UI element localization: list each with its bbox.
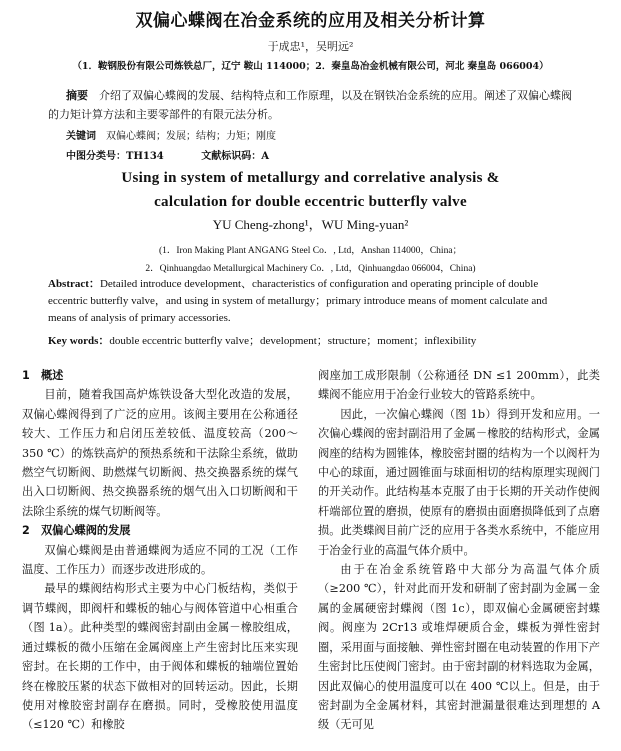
affiliation-cn: （1．鞍钢股份有限公司炼铁总厂，辽宁 鞍山 114000；2．秦皇岛冶金机械有限公司，河北 秦皇岛 066004） — [72, 61, 549, 72]
paragraph: 由于在冶金系统管路中大部分为高温气体介质（≥200 ℃），针对此而开发和研制了密封副为金属－金属的金属硬密封蝶阀（图 1c），即双偏心金属硬密封蝶阀。阀座为 2Cr13 或堆焊硬质合金，蝶板为弹性密封圈，采用面与面接触、弹性密封圈在电动装置的作用下产生密封比压使阀门密封。由于密封副的材料选取为金属，因此双偏心的使用温度可以在 400 ℃以上。但是，由于密封副为全金属材料，其密封泄漏量很难达到理想的 A 级（无可见 — [318, 563, 600, 732]
paragraph: 目前，随着我国高炉炼铁设备大型化改造的发展，双偏心蝶阀得到了广泛的应用。该阀主要用在公称通径较大、工作压力和启闭压差较低、温度较高（200～350 ℃）的炼铁高炉的预热系统和干法除尘系统，做助燃空气切断阀、助燃煤气切断阀、热交换器系统的煤气出入口切断阀、热交换器系统的烟气出入口切断阀和干法除尘系统的煤气切断阀等。 — [22, 388, 298, 518]
affiliation-en-line1: (1．Iron Making Plant ANGANG Steel Co．, Ltd，Anshan 114000，China； — [158, 246, 463, 256]
section-heading-1: 1 概述 — [22, 369, 64, 382]
keywords-cn-label: 关键词 — [66, 131, 96, 142]
affiliation-en-line2: 2．Qinhuangdao Metallurgical Machinery Co．, Ltd，Qinhuangdao 066004，China) — [145, 264, 476, 274]
body-right-column — [318, 366, 600, 735]
keywords-en-label: Key words： — [48, 335, 110, 347]
authors-en: YU Cheng-zhong¹，WU Ming-yuan² — [212, 217, 409, 232]
abstract-cn-text: 介绍了双偏心蝶阀的发展、结构特点和工作原理，以及在钢铁冶金系统的应用。阐述了双偏心蝶阀的力矩计算方法和主要零部件的有限元法分析。 — [48, 89, 572, 121]
class-number: 中图分类号：TH134 — [66, 151, 164, 162]
document-code: 文献标识码：A — [201, 151, 270, 162]
affiliation-en — [0, 242, 621, 278]
keywords-cn — [66, 127, 276, 142]
paper-title-en — [0, 166, 621, 214]
keywords-en — [48, 332, 576, 348]
classification-row — [66, 147, 303, 162]
abstract-cn — [48, 86, 573, 124]
abstract-en — [48, 276, 576, 327]
abstract-cn-label: 摘要 — [66, 89, 88, 102]
paragraph: 因此，一次偏心蝶阀（图 1b）得到开发和应用。一次偏心蝶阀的密封副沿用了金属－橡胶的结构形式，金属阀座的结构为圆锥体，橡胶密封圈的结构为一个以阀杆为中心的球面，通过圆锥面与球面相切的结构原理实现阀门的开关动作。此结构基本克服了由于长期的开关动作使阀杆端部位置的磨损，使原有的磨损由面磨损降低到了点磨损。此类蝶阀目前广泛的应用于各类水系统中，不能应用于冶金行业的高温气体介质中。 — [318, 407, 600, 557]
abstract-en-text: Detailed introduce development、characteristics of configuration and operating principle of double eccentric butterfly valve，and using in system of metallurgy；primary introduce means of moment calculate and means of analysis of primary accessories. — [48, 278, 548, 324]
title-en-line1: Using in system of metallurgy and correlative analysis & — [121, 170, 500, 186]
body-left-column — [22, 366, 298, 735]
paragraph: 阀座加工成形限制（公称通径 DN ≤1 200mm），此类蝶阀不能应用于冶金行业较大的管路系统中。 — [318, 369, 600, 402]
paper-title-cn: 双偏心蝶阀在冶金系统的应用及相关分析计算 — [135, 11, 486, 31]
paragraph: 最早的蝶阀结构形式主要为中心门板结构，类似于调节蝶阀，即阀杆和蝶板的轴心与阀体管道中心相重合（图 1a）。此种类型的蝶阀密封副由金属－橡胶组成，通过蝶板的微小压缩在金属阀座上产生密封比压来实现密封。在长期的工作中，由于阀体和蝶板的轴端位置始终在橡胶压紧的状态下做相对的回转运动。因此，长期使用对橡胶密封副存在磨损。同时，受橡胶使用温度（≤120 ℃）和橡胶 — [22, 582, 298, 732]
keywords-cn-text: 双偏心蝶阀；发展；结构；力矩；刚度 — [106, 131, 276, 142]
title-en-line2: calculation for double eccentric butterfly valve — [154, 194, 467, 210]
authors-cn: 于成忠¹，吴明远² — [267, 40, 354, 53]
abstract-en-label: Abstract： — [48, 278, 100, 290]
section-heading-2: 2 双偏心蝶阀的发展 — [22, 524, 131, 538]
paragraph: 双偏心蝶阀是由普通蝶阀为适应不同的工况（工作温度、工作压力）而逐步改进形成的。 — [22, 543, 298, 577]
keywords-en-text: double eccentric butterfly valve；development；structure；moment；inflexibility — [109, 335, 477, 347]
